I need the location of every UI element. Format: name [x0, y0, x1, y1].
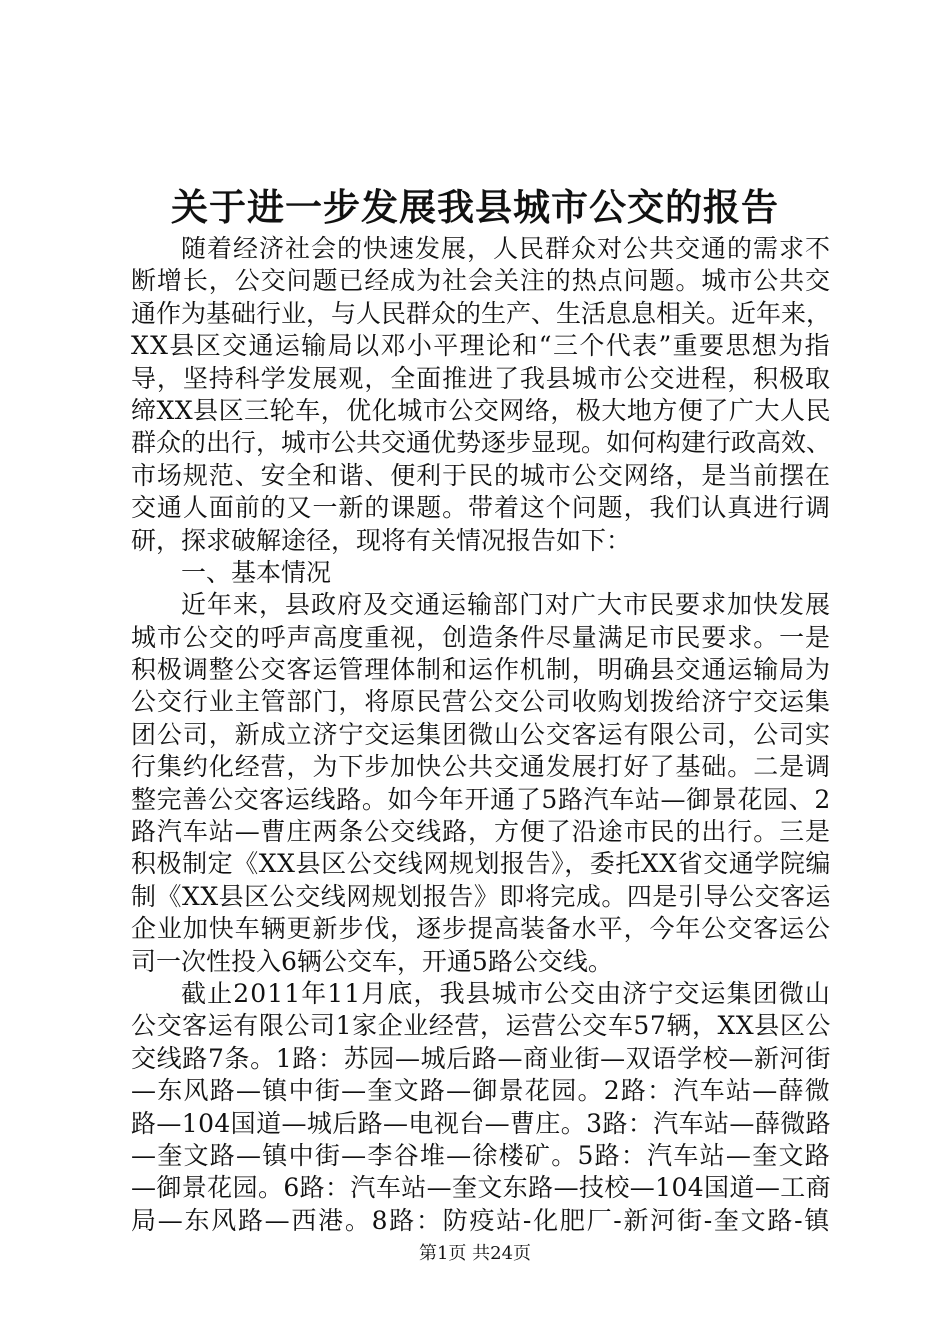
- text-line: 司一次性投入6辆公交车，开通5路公交线。: [131, 946, 613, 976]
- document-title: 关于进一步发展我县城市公交的报告: [171, 185, 779, 229]
- text-line: 积极调整公交客运管理体制和运作机制，明确县交通运输局为: [131, 655, 831, 685]
- text-line: —奎文路—镇中街—李谷堆—徐楼矿。5路：汽车站—奎文路: [131, 1140, 831, 1170]
- text-line: 近年来，县政府及交通运输部门对广大市民要求加快发展: [181, 590, 831, 620]
- text-line: 断增长，公交问题已经成为社会关注的热点问题。城市公共交: [131, 266, 831, 296]
- text-line: 通作为基础行业，与人民群众的生产、生活息息相关。近年来，: [131, 298, 831, 328]
- text-line: 缔XX县区三轮车，优化城市公交网络，极大地方便了广大人民: [131, 395, 831, 425]
- text-line: 企业加快车辆更新步伐，逐步提高装备水平，今年公交客运公: [131, 914, 831, 944]
- text-line: 制《XX县区公交线网规划报告》即将完成。四是引导公交客运: [131, 881, 831, 911]
- text-line: 城市公交的呼声高度重视，创造条件尽量满足市民要求。一是: [131, 622, 831, 652]
- text-line: 截止2011年11月底，我县城市公交由济宁交运集团微山: [181, 978, 831, 1008]
- text-line: 路—104国道—城后路—电视台—曹庄。3路：汽车站—薛微路: [131, 1108, 831, 1138]
- document-body: [131, 233, 831, 1237]
- text-line: 研，探求破解途径，现将有关情况报告如下：: [131, 525, 632, 555]
- text-line: 局—东风路—西港。8路：防疫站-化肥厂-新河街-奎文路-镇: [131, 1205, 831, 1235]
- text-line: 行集约化经营，为下步加快公共交通发展打好了基础。二是调: [131, 752, 831, 782]
- text-line: 团公司，新成立济宁交运集团微山公交客运有限公司，公司实: [131, 719, 831, 749]
- text-line: —东风路—镇中街—奎文路—御景花园。2路：汽车站—薛微: [131, 1076, 831, 1106]
- text-line: 积极制定《XX县区公交线网规划报告》，委托XX省交通学院编: [131, 849, 831, 879]
- text-line: 群众的出行，城市公共交通优势逐步显现。如何构建行政高效、: [131, 428, 831, 458]
- text-line: 随着经济社会的快速发展，人民群众对公共交通的需求不: [181, 234, 831, 263]
- text-line: 路汽车站—曹庄两条公交线路，方便了沿途市民的出行。三是: [131, 817, 831, 847]
- text-line: 交线路7条。1路：苏园—城后路—商业街—双语学校—新河街: [131, 1043, 831, 1073]
- text-line: 交通人面前的又一新的课题。带着这个问题，我们认真进行调: [131, 493, 831, 523]
- section-heading: 一、基本情况: [181, 557, 332, 587]
- text-line: 导，坚持科学发展观，全面推进了我县城市公交进程，积极取: [131, 363, 831, 393]
- text-line: XX县区交通运输局以邓小平理论和“三个代表”重要思想为指: [131, 331, 831, 361]
- text-line: 公交行业主管部门，将原民营公交公司收购划拨给济宁交运集: [131, 687, 831, 717]
- text-line: 整完善公交客运线路。如今年开通了5路汽车站—御景花园、2: [131, 784, 831, 814]
- text-line: —御景花园。6路：汽车站—奎文东路—技校—104国道—工商: [131, 1173, 831, 1203]
- text-line: 公交客运有限公司1家企业经营，运营公交车57辆，XX县区公: [131, 1011, 831, 1041]
- text-line: 市场规范、安全和谐、便利于民的城市公交网络，是当前摆在: [131, 460, 831, 490]
- page-footer: 第1页 共24页: [418, 1243, 532, 1264]
